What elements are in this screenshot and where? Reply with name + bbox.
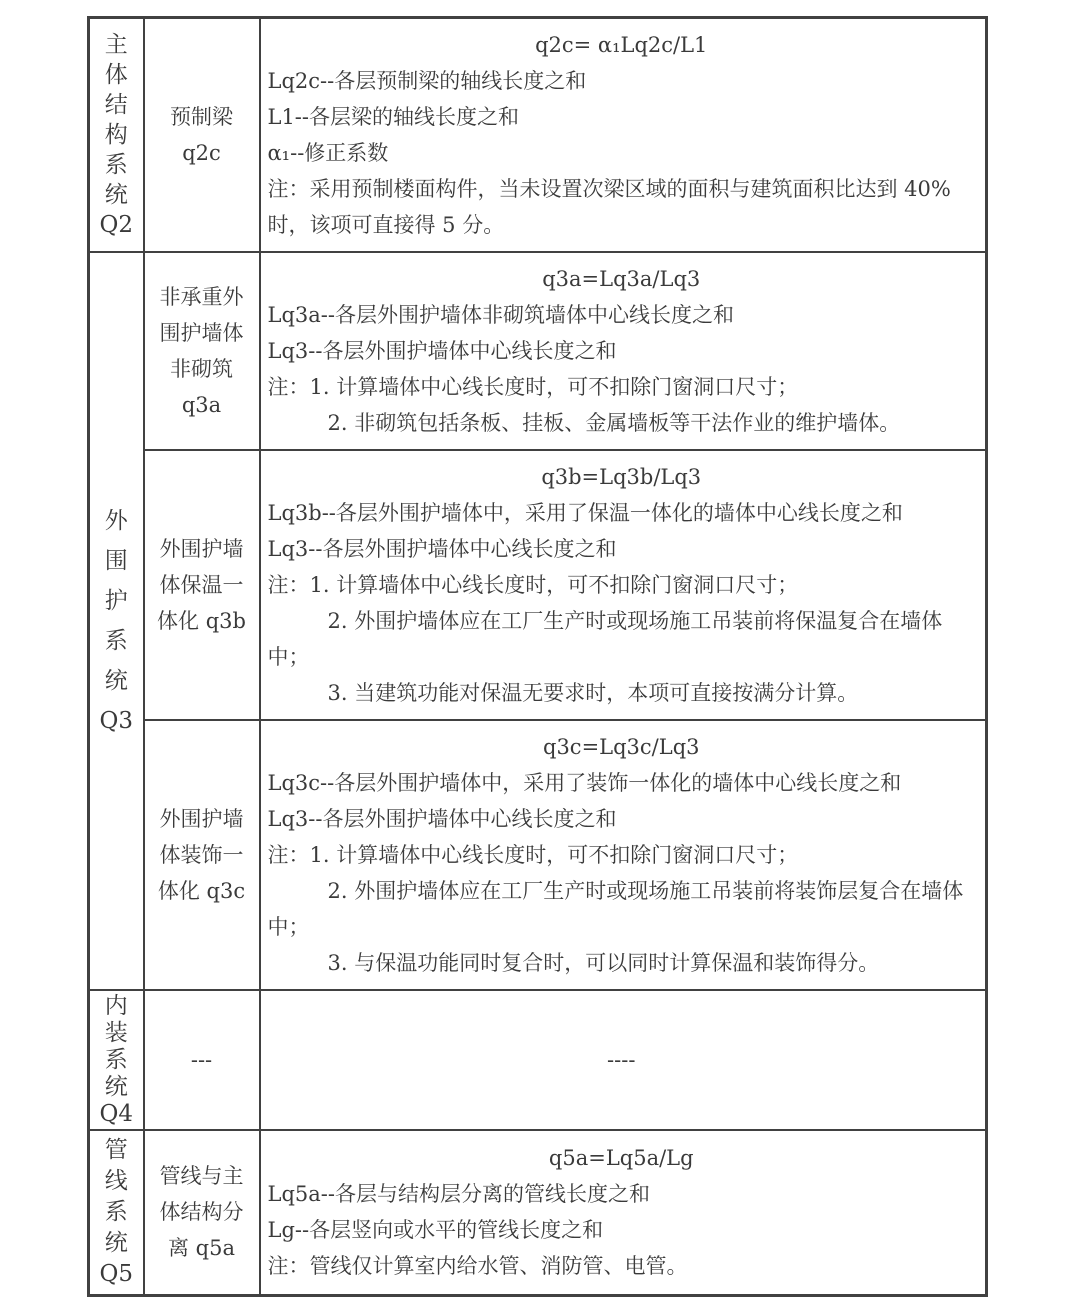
item-line: q2c [182, 141, 221, 165]
item-line: 非承重外 [159, 285, 244, 309]
item-cell [144, 720, 260, 990]
category-line: 主 [104, 32, 128, 58]
formula-text: q5a=Lq5a/Lg [548, 1146, 694, 1171]
item-line: 体保温一 [159, 573, 244, 597]
note-line: Lg--各层竖向或水平的管线长度之和 [267, 1218, 604, 1243]
category-line: 管 [104, 1136, 128, 1163]
category-line: 结 [104, 92, 128, 118]
note-line: 注：1. 计算墙体中心线长度时，可不扣除门窗洞口尺寸； [267, 573, 799, 597]
category-line: 内 [104, 992, 128, 1019]
category-line: Q3 [99, 708, 133, 734]
table-row [89, 18, 987, 253]
item-line: 预制梁 [170, 105, 233, 129]
note-line: 2. 非砌筑包括条板、挂板、金属墙板等干法作业的维护墙体。 [327, 411, 901, 435]
item-cell [144, 450, 260, 720]
item-line: 管线与主 [159, 1164, 244, 1189]
item-line: 体结构分 [159, 1200, 244, 1225]
note-line: Lq2c--各层预制梁的轴线长度之和 [267, 69, 587, 93]
table-row [89, 990, 987, 1130]
content-cell [260, 990, 987, 1130]
formula-text: ---- [607, 1048, 636, 1072]
formula-text: q3b=Lq3b/Lq3 [541, 465, 702, 489]
category-cell [89, 252, 144, 990]
item-line: 离 q5a [168, 1236, 235, 1261]
category-line: 体 [104, 62, 128, 88]
content-cell [260, 720, 987, 990]
category-line: 线 [104, 1167, 128, 1194]
note-line: 注：1. 计算墙体中心线长度时，可不扣除门窗洞口尺寸； [267, 843, 799, 867]
category-line: Q5 [99, 1260, 133, 1287]
category-line: 统 [104, 1229, 128, 1256]
content-cell [260, 1130, 987, 1295]
note-line: 3. 当建筑功能对保温无要求时，本项可直接按满分计算。 [327, 681, 859, 705]
item-line: 体装饰一 [159, 843, 244, 867]
item-line: 非砌筑 [170, 357, 233, 381]
note-line: Lq3c--各层外围护墙体中，采用了装饰一体化的墙体中心线长度之和 [267, 771, 902, 795]
note-line: 2. 外围护墙体应在工厂生产时或现场施工吊装前将装饰层复合在墙体中； [267, 879, 964, 939]
note-line: 注：1. 计算墙体中心线长度时，可不扣除门窗洞口尺寸； [267, 375, 799, 399]
category-line: 系 [104, 1046, 128, 1073]
category-line: 装 [104, 1019, 128, 1046]
note-line: 注：管线仅计算室内给水管、消防管、电管。 [267, 1254, 688, 1279]
note-line: 2. 外围护墙体应在工厂生产时或现场施工吊装前将保温复合在墙体中； [267, 609, 943, 669]
table-row [89, 450, 987, 720]
formula-text: q2c= α₁Lq2c/L1 [535, 33, 708, 57]
note-line: Lq3b--各层外围护墙体中，采用了保温一体化的墙体中心线长度之和 [267, 501, 903, 525]
note-line: Lq3--各层外围护墙体中心线长度之和 [267, 537, 617, 561]
formula-text: q3a=Lq3a/Lq3 [542, 267, 701, 291]
category-line: 统 [104, 1073, 128, 1100]
table-row [89, 1130, 987, 1295]
item-line: 外围护墙 [159, 537, 244, 561]
note-line: 3. 与保温功能同时复合时，可以同时计算保温和装饰得分。 [327, 951, 880, 975]
category-line: 系 [104, 152, 128, 178]
item-line: 体化 q3b [157, 609, 246, 633]
category-line: 外 [104, 508, 128, 534]
note-line: Lq3--各层外围护墙体中心线长度之和 [267, 339, 617, 363]
item-cell [144, 1130, 260, 1295]
category-line: 统 [104, 182, 128, 208]
category-cell [89, 990, 144, 1130]
content-cell [260, 18, 987, 253]
note-line: Lq3a--各层外围护墙体非砌筑墙体中心线长度之和 [267, 303, 734, 327]
note-line: Lq3--各层外围护墙体中心线长度之和 [267, 807, 617, 831]
table-row [89, 720, 987, 990]
item-line: q3a [181, 393, 222, 417]
category-cell [89, 18, 144, 253]
category-line: Q2 [99, 212, 133, 238]
scoring-table-body [89, 18, 987, 1296]
item-cell [144, 252, 260, 450]
category-line: 护 [104, 588, 128, 614]
category-line: 统 [104, 668, 128, 694]
category-line: 围 [104, 548, 128, 574]
note-line: α₁--修正系数 [267, 141, 389, 165]
table-row [89, 252, 987, 450]
item-line: --- [190, 1048, 213, 1072]
content-cell [260, 450, 987, 720]
note-line: 注：采用预制楼面构件，当未设置次梁区域的面积与建筑面积比达到 40%时，该项可直接得 5 分。 [267, 177, 951, 237]
category-line: 系 [104, 628, 128, 654]
category-line: 构 [104, 122, 128, 148]
note-line: Lq5a--各层与结构层分离的管线长度之和 [267, 1182, 650, 1207]
scoring-table [87, 16, 988, 1297]
category-line: Q4 [99, 1100, 133, 1127]
item-line: 外围护墙 [159, 807, 244, 831]
category-line: 系 [104, 1198, 128, 1225]
formula-text: q3c=Lq3c/Lq3 [543, 735, 700, 759]
item-line: 围护墙体 [159, 321, 244, 345]
note-line: L1--各层梁的轴线长度之和 [267, 105, 519, 129]
item-cell [144, 18, 260, 253]
item-cell [144, 990, 260, 1130]
content-cell [260, 252, 987, 450]
category-cell [89, 1130, 144, 1295]
item-line: 体化 q3c [157, 879, 246, 903]
